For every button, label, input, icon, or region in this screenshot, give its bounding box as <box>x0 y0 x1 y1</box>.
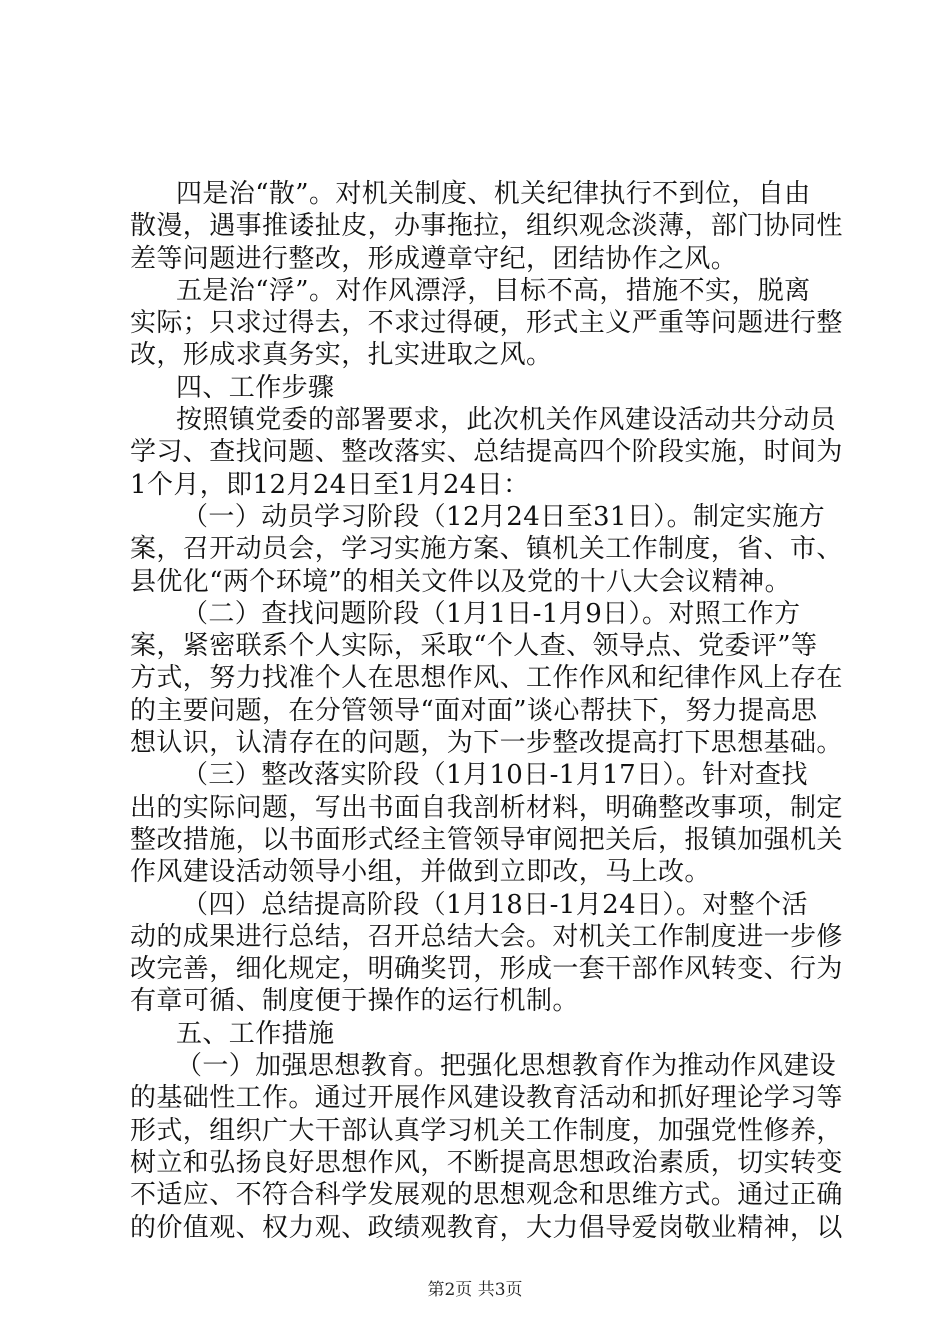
text-line: 不适应、不符合科学发展观的思想观念和思维方式。通过正确 <box>130 1180 843 1211</box>
text-line: 整改措施，以书面形式经主管领导审阅把关后，报镇加强机关 <box>130 824 843 855</box>
text-line: 散漫，遇事推诿扯皮，办事拖拉，组织观念淡薄，部门协同性 <box>130 211 843 242</box>
text-line: （二）查找问题阶段（1月1日-1月9日）。对照工作方 <box>182 598 801 629</box>
text-line: 有章可循、制度便于操作的运行机制。 <box>130 986 579 1017</box>
text-line: 动的成果进行总结，召开总结大会。对机关工作制度进一步修 <box>130 921 843 952</box>
text-line: 案，紧密联系个人实际，采取“个人查、领导点、党委评”等 <box>130 631 818 662</box>
text-line: 学习、查找问题、整改落实、总结提高四个阶段实施，时间为 <box>130 437 843 468</box>
text-line: 形式，组织广大干部认真学习机关工作制度，加强党性修养， <box>130 1115 843 1146</box>
text-line: 五是治“浮”。对作风漂浮，目标不高，措施不实，脱离 <box>176 275 811 306</box>
text-line: （四）总结提高阶段（1月18日-1月24日）。对整个活 <box>182 889 808 920</box>
text-line: 实际；只求过得去，不求过得硬，形式主义严重等问题进行整 <box>130 308 843 339</box>
text-line: 1个月，即12月24日至1月24日： <box>130 469 530 500</box>
text-line: 改，形成求真务实，扎实进取之风。 <box>130 340 553 371</box>
text-line: 树立和弘扬良好思想作风，不断提高思想政治素质，切实转变 <box>130 1147 843 1178</box>
text-line: 的基础性工作。通过开展作风建设教育活动和抓好理论学习等 <box>130 1083 843 1114</box>
text-line: 按照镇党委的部署要求，此次机关作风建设活动共分动员 <box>176 405 837 436</box>
text-line: 改完善，细化规定，明确奖罚，形成一套干部作风转变、行为 <box>130 954 843 985</box>
text-line: 差等问题进行整改，形成遵章守纪，团结协作之风。 <box>130 243 738 274</box>
text-line: 的主要问题，在分管领导“面对面”谈心帮扶下，努力提高思 <box>130 695 818 726</box>
text-line: 四、工作步骤 <box>176 372 335 403</box>
text-line: 想认识，认清存在的问题，为下一步整改提高打下思想基础。 <box>130 728 843 759</box>
text-line: 作风建设活动领导小组，并做到立即改，马上改。 <box>130 857 711 888</box>
text-line: 县优化“两个环境”的相关文件以及党的十八大会议精神。 <box>130 566 791 597</box>
text-line: 出的实际问题，写出书面自我剖析材料，明确整改事项，制定 <box>130 792 843 823</box>
text-line: （三）整改落实阶段（1月10日-1月17日）。针对查找 <box>182 760 808 791</box>
document-body <box>130 178 843 1244</box>
page-footer: 第2页 共3页 <box>427 1280 523 1300</box>
text-line: （一）动员学习阶段（12月24日至31日）。制定实施方 <box>182 501 826 532</box>
text-line: 的价值观、权力观、政绩观教育，大力倡导爱岗敬业精神，以 <box>130 1212 843 1243</box>
text-line: 案，召开动员会，学习实施方案、镇机关工作制度，省、市、 <box>130 534 843 565</box>
text-line: 四是治“散”。对机关制度、机关纪律执行不到位，自由 <box>176 179 811 209</box>
text-line: 方式，努力找准个人在思想作风、工作作风和纪律作风上存在 <box>130 663 843 694</box>
text-line: 五、工作措施 <box>176 1018 335 1049</box>
text-line: （一）加强思想教育。把强化思想教育作为推动作风建设 <box>176 1051 837 1082</box>
